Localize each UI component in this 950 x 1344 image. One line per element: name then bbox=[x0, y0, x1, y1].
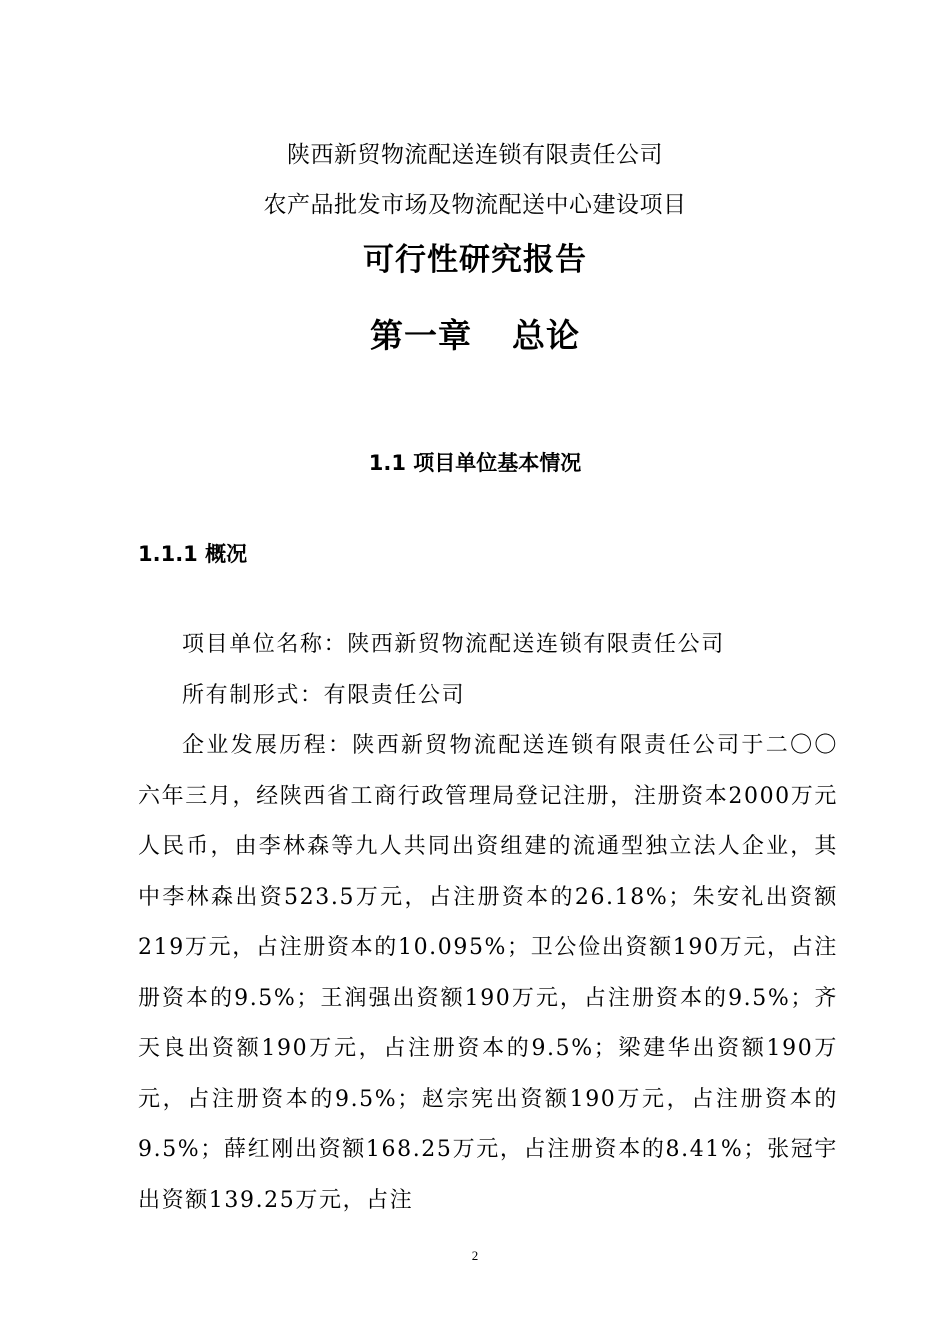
paragraph-history: 企业发展历程：陕西新贸物流配送连锁有限责任公司于二〇〇六年三月，经陕西省工商行政管理局登记注册，注册资本2000万元人民币，由李林森等九人共同出资组建的流通型独立法人企业，其中李林森出资523.5万元，占注册资本的26.18%；朱安礼出资额219万元，占注册资本的10.095%；卫公俭出资额190万元，占注册资本的9.5%；王润强出资额190万元，占注册资本的9.5%；齐天良出资额190万元，占注册资本的9.5%；梁建华出资额190万元，占注册资本的9.5%；赵宗宪出资额190万元，占注册资本的9.5%；薛红刚出资额168.25万元，占注册资本的8.41%；张冠宇出资额139.25万元，占注 bbox=[138, 733, 838, 1213]
paragraph-company-name: 项目单位名称：陕西新贸物流配送连锁有限责任公司 bbox=[182, 632, 725, 657]
chapter-number: 第一章 bbox=[370, 316, 472, 355]
page-number: 2 bbox=[471, 1248, 479, 1263]
paragraph-ownership: 所有制形式：有限责任公司 bbox=[182, 682, 466, 708]
company-name-heading: 陕西新贸物流配送连锁有限责任公司 bbox=[287, 142, 663, 168]
section-heading: 1.1 项目单位基本情况 bbox=[368, 451, 582, 475]
report-title: 可行性研究报告 bbox=[363, 242, 587, 278]
subsection-heading: 1.1.1 概况 bbox=[138, 542, 248, 566]
chapter-heading bbox=[0, 310, 950, 357]
body-text bbox=[138, 620, 838, 1226]
chapter-title: 总论 bbox=[512, 316, 580, 355]
project-name-heading: 农产品批发市场及物流配送中心建设项目 bbox=[263, 192, 687, 218]
